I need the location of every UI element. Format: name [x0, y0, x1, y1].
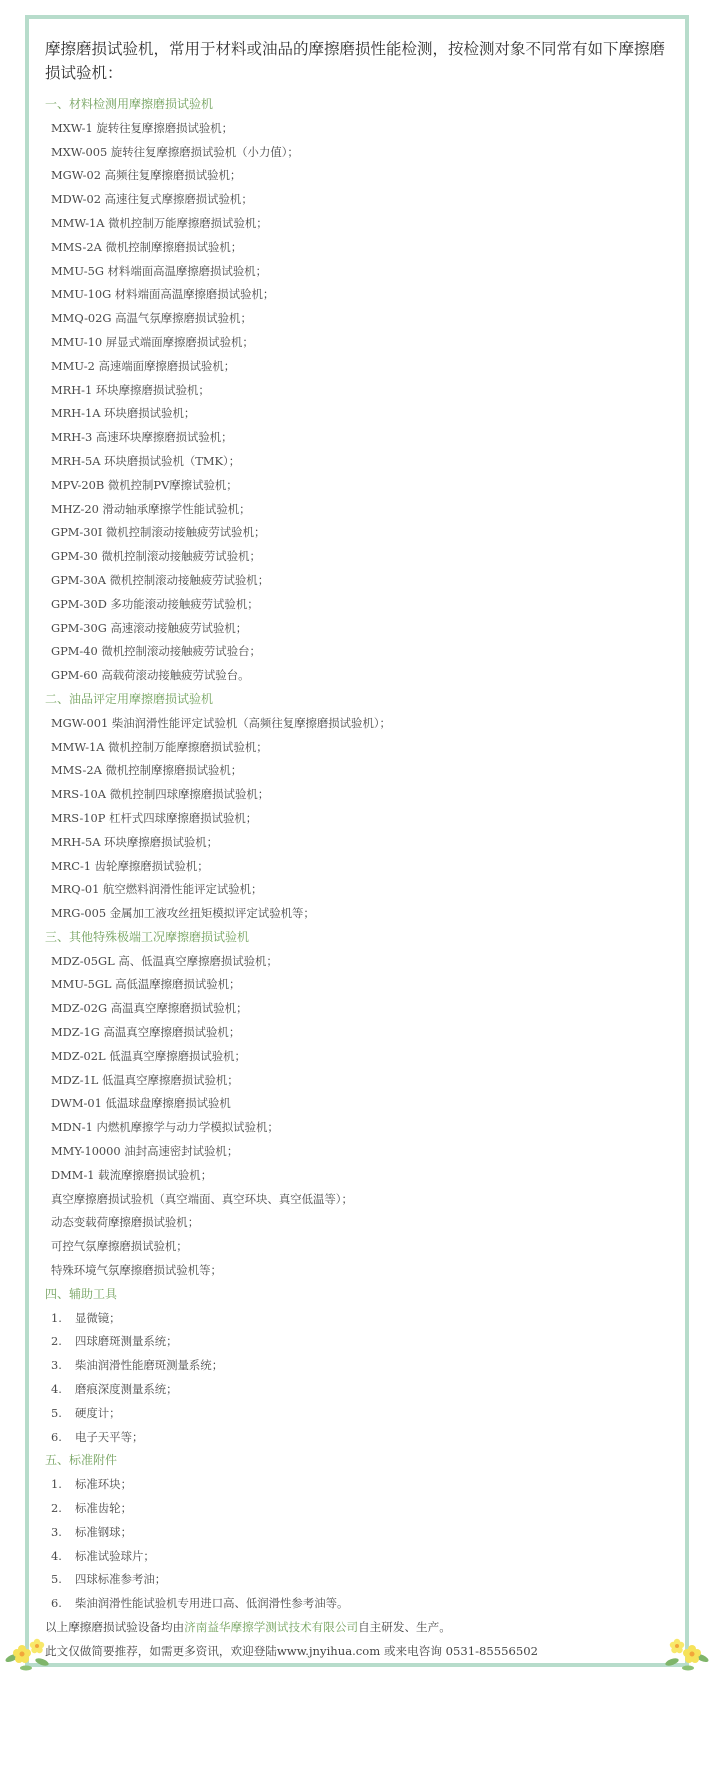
- list-item: MDW-02 高速往复式摩擦磨损试验机；: [51, 192, 253, 207]
- list-item: MDN-1 内燃机摩擦学与动力学模拟试验机；: [51, 1120, 279, 1135]
- list-item: [45, 1307, 667, 1331]
- list-item-number: 6.: [51, 1429, 62, 1444]
- list-item: MMU-10G 材料端面高温摩擦磨损试验机；: [51, 287, 275, 302]
- list-item: MRG-005 金属加工液攻丝扭矩模拟评定试验机等；: [51, 906, 315, 921]
- list-item: GPM-30A 微机控制滚动接触疲劳试验机；: [51, 572, 270, 587]
- list-item: MRH-3 高速环块摩擦磨损试验机；: [51, 430, 233, 445]
- list-item-text: 磨痕深度测量系统；: [75, 1382, 178, 1397]
- list-item: GPM-30 微机控制滚动接触疲劳试验机；: [51, 549, 261, 564]
- sections-container: [45, 93, 667, 1616]
- list-item: MRH-1A 环块磨损试验机；: [51, 406, 196, 421]
- list-item-number: 4.: [51, 1548, 62, 1563]
- list-item: MMU-2 高速端面摩擦磨损试验机；: [51, 358, 236, 373]
- list-item: MMU-5G 材料端面高温摩擦磨损试验机；: [51, 263, 268, 278]
- list-item: 动态变载荷摩擦磨损试验机；: [51, 1215, 200, 1230]
- list-item: [45, 1473, 667, 1497]
- list-item: MRH-5A 环块磨损试验机（TMK）；: [51, 453, 241, 468]
- list-item-text: 柴油润滑性能试验机专用进口高、低润滑性参考油等。: [75, 1596, 349, 1611]
- list-item: 真空摩擦磨损试验机（真空端面、真空环块、真空低温等）；: [51, 1191, 353, 1206]
- article-content: [45, 37, 667, 1664]
- list-item: MRH-1 环块摩擦磨损试验机；: [51, 382, 210, 397]
- flower-decoration-left-icon: [4, 1636, 50, 1672]
- list-item-number: 2.: [51, 1334, 62, 1349]
- list-item-text: 硬度计；: [75, 1405, 121, 1420]
- list-item: GPM-30G 高速滚动接触疲劳试验机；: [51, 620, 248, 635]
- list-item-text: 电子天平等；: [75, 1429, 144, 1444]
- section-title: 五、标准附件: [45, 1453, 118, 1468]
- list-item-text: 标准试验球片；: [75, 1548, 155, 1563]
- footer-contact-line: 此文仅做简要推荐，如需更多资讯，欢迎登陆www.jnyihua.com 或来电咨询 0531-85556502: [45, 1643, 539, 1658]
- list-item-number: 3.: [51, 1358, 62, 1373]
- list-item: GPM-30D 多功能滚动接触疲劳试验机；: [51, 596, 259, 611]
- list-item-text: 四球磨斑测量系统；: [75, 1334, 178, 1349]
- list-item: [45, 1568, 667, 1592]
- list-item: [45, 1378, 667, 1402]
- list-item-text: 标准钢球；: [75, 1524, 132, 1539]
- list-item-text: 显微镜；: [75, 1310, 121, 1325]
- section-title: 二、油品评定用摩擦磨损试验机: [45, 691, 214, 706]
- list-item: MDZ-1L 低温真空摩擦磨损试验机；: [51, 1072, 239, 1087]
- list-item: MMW-1A 微机控制万能摩擦磨损试验机；: [51, 215, 268, 230]
- list-item-number: 4.: [51, 1382, 62, 1397]
- list-item-number: 1.: [51, 1310, 62, 1325]
- list-item: MGW-001 柴油润滑性能评定试验机（高频往复摩擦磨损试验机）；: [51, 715, 391, 730]
- flower-decoration-right-icon: [664, 1636, 710, 1672]
- list-item: GPM-40 微机控制滚动接触疲劳试验台；: [51, 644, 261, 659]
- list-item: MMQ-02G 高温气氛摩擦磨损试验机；: [51, 311, 252, 326]
- list-item-number: 1.: [51, 1477, 62, 1492]
- list-item: MMU-5GL 高低温摩擦磨损试验机；: [51, 977, 241, 992]
- list-item: [45, 1402, 667, 1426]
- list-item-number: 2.: [51, 1501, 62, 1516]
- list-item: DWM-01 低温球盘摩擦磨损试验机: [51, 1096, 231, 1111]
- list-item: MXW-005 旋转往复摩擦磨损试验机（小力值）；: [51, 144, 299, 159]
- list-item: MRH-5A 环块摩擦磨损试验机；: [51, 834, 219, 849]
- footer-suffix: 自主研发、生产。: [358, 1620, 451, 1634]
- section-title: 一、材料检测用摩擦磨损试验机: [45, 97, 214, 111]
- list-item: DMM-1 载流摩擦磨损试验机；: [51, 1167, 213, 1182]
- list-item: [45, 1545, 667, 1569]
- footer-manufacturer-line: [45, 1616, 667, 1640]
- list-item-text: 柴油润滑性能磨斑测量系统；: [75, 1358, 224, 1373]
- list-item: GPM-60 高载荷滚动接触疲劳试验台。: [51, 668, 250, 683]
- article-frame: [25, 15, 689, 1667]
- list-item-text: 四球标准参考油；: [75, 1572, 167, 1587]
- list-item: MPV-20B 微机控制PV摩擦试验机；: [51, 477, 238, 492]
- list-item-number: 5.: [51, 1405, 62, 1420]
- list-item: MMS-2A 微机控制摩擦磨损试验机；: [51, 239, 243, 254]
- list-item: MRS-10A 微机控制四球摩擦磨损试验机；: [51, 787, 270, 802]
- list-item: MMW-1A 微机控制万能摩擦磨损试验机；: [51, 739, 268, 754]
- list-item: MXW-1 旋转往复摩擦磨损试验机；: [51, 120, 234, 135]
- list-item: MMS-2A 微机控制摩擦磨损试验机；: [51, 763, 243, 778]
- list-item: [45, 1521, 667, 1545]
- list-item: MDZ-02G 高温真空摩擦磨损试验机；: [51, 1001, 248, 1016]
- list-item: 可控气氛摩擦磨损试验机；: [51, 1239, 188, 1254]
- list-item: [45, 1426, 667, 1450]
- section-title: 四、辅助工具: [45, 1286, 118, 1301]
- list-item-text: 标准齿轮；: [75, 1501, 132, 1516]
- list-item-text: 标准环块；: [75, 1477, 132, 1492]
- list-item: MDZ-05GL 高、低温真空摩擦磨损试验机；: [51, 953, 278, 968]
- list-item-number: 5.: [51, 1572, 62, 1587]
- section-title: 三、其他特殊极端工况摩擦磨损试验机: [45, 929, 250, 944]
- list-item: GPM-30I 微机控制滚动接触疲劳试验机；: [51, 525, 266, 540]
- list-item: MRS-10P 杠杆式四球摩擦磨损试验机；: [51, 810, 258, 825]
- list-item: MRC-1 齿轮摩擦磨损试验机；: [51, 858, 209, 873]
- list-item-number: 3.: [51, 1524, 62, 1539]
- list-item: [45, 1330, 667, 1354]
- list-item: 特殊环境气氛摩擦磨损试验机等；: [51, 1263, 222, 1278]
- list-item: MDZ-1G 高温真空摩擦磨损试验机；: [51, 1025, 241, 1040]
- list-item: MMU-10 屏显式端面摩擦磨损试验机；: [51, 334, 254, 349]
- list-item-number: 6.: [51, 1596, 62, 1611]
- list-item: [45, 1354, 667, 1378]
- intro-paragraph: 摩擦磨损试验机，常用于材料或油品的摩擦磨损性能检测，按检测对象不同常有如下摩擦磨损试验机：: [45, 40, 666, 82]
- footer-prefix: 以上摩擦磨损试验设备均由: [45, 1620, 185, 1634]
- list-item: [45, 1497, 667, 1521]
- list-item: MRQ-01 航空燃料润滑性能评定试验机；: [51, 882, 263, 897]
- list-item: MMY-10000 油封高速密封试验机；: [51, 1144, 239, 1159]
- list-item: [45, 1592, 667, 1616]
- list-item: MDZ-02L 低温真空摩擦磨损试验机；: [51, 1048, 246, 1063]
- list-item: MHZ-20 滑动轴承摩擦学性能试验机；: [51, 501, 251, 516]
- list-item: MGW-02 高频往复摩擦磨损试验机；: [51, 168, 242, 183]
- company-name-link[interactable]: 济南益华摩擦学测试技术有限公司: [184, 1620, 359, 1634]
